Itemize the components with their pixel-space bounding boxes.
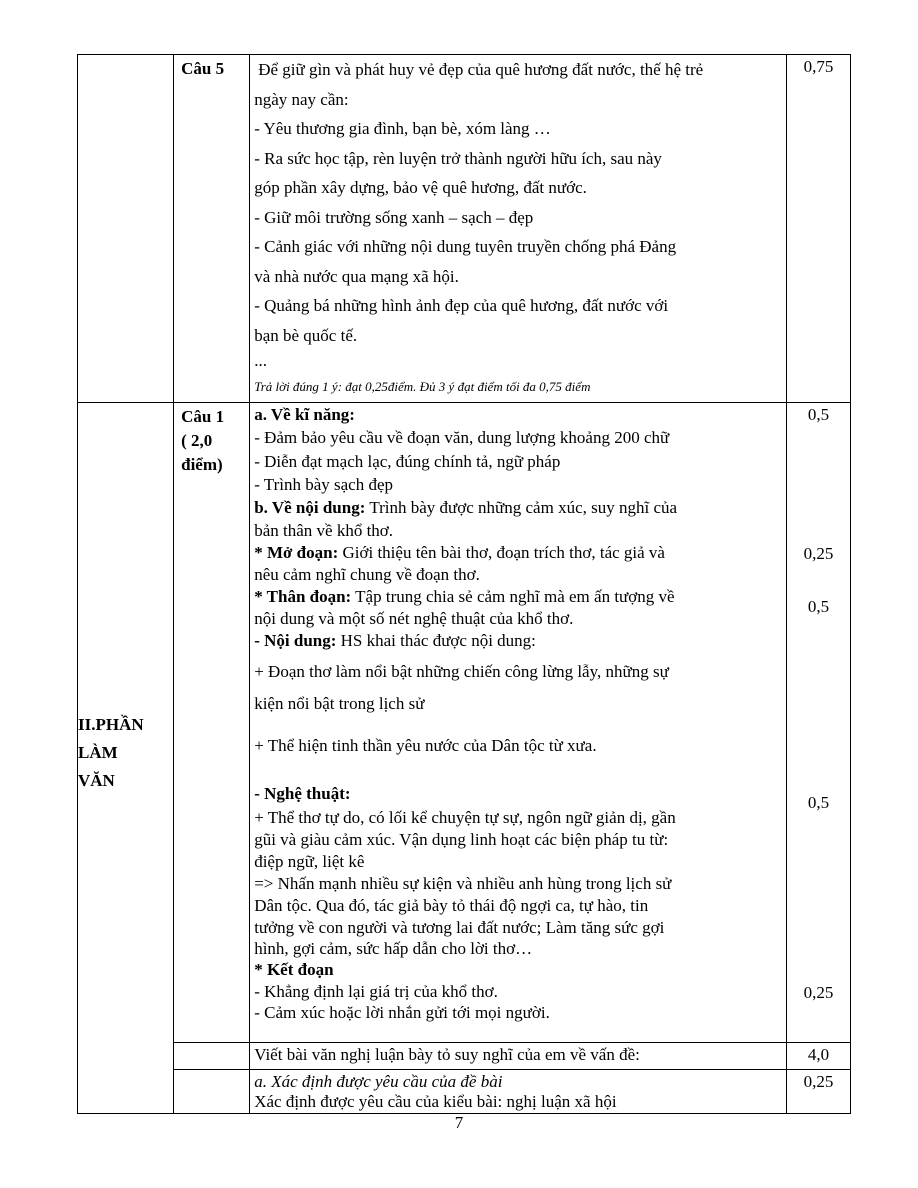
score-cell — [786, 1042, 850, 1069]
than-doan-text: Tập trung chia sẻ cảm nghĩ mà em ấn tượng về — [351, 586, 675, 606]
ket-doan-item: - Cảm xúc hoặc lời nhắn gửi tới mọi người. — [254, 1002, 550, 1022]
nt-line: Dân tộc. Qua đó, tác giả bày tỏ thái độ ngợi ca, tự hào, tin — [254, 895, 649, 915]
row-cau-1 — [78, 402, 851, 1042]
nd-item-1: + Đoạn thơ làm nổi bật những chiến công lừng lẫy, những sự — [254, 661, 669, 681]
cau2-a-content — [250, 1070, 786, 1112]
question-label-cell — [174, 55, 250, 403]
nd-text: HS khai thác được nội dung: — [336, 630, 536, 650]
cau5-content — [250, 55, 786, 402]
score-ky-nang: 0,5 — [807, 404, 830, 424]
score-mo-doan: 0,25 — [803, 543, 834, 563]
question-label-cell-empty — [174, 1069, 250, 1113]
score-cell — [786, 55, 850, 403]
cau5-line: - Giữ môi trường sống xanh – sạch – đẹp — [254, 207, 534, 227]
nd-item-1-cont: kiện nổi bật trong lịch sử — [254, 693, 425, 713]
noi-dung-text: Trình bày được những cảm xúc, suy nghĩ của — [365, 497, 678, 517]
cau1-label-line: Câu 1 — [181, 406, 225, 426]
row-cau-2-intro — [78, 1042, 851, 1069]
ket-doan-item: - Khẳng định lại giá trị của khổ thơ. — [254, 981, 498, 1001]
cau5-line: góp phần xây dựng, bảo vệ quê hương, đất nước. — [254, 178, 587, 197]
cau5-line: và nhà nước qua mạng xã hội. — [254, 266, 459, 286]
cau5-line: ... — [254, 351, 267, 370]
score-than-doan: 0,5 — [807, 596, 830, 616]
cau1-label-line: điểm) — [181, 454, 223, 474]
nt-line: điệp ngữ, liệt kê — [254, 851, 365, 871]
than-doan-text-2: nội dung và một số nét nghệ thuật của khổ thơ. — [254, 608, 574, 628]
cau1-content — [250, 403, 786, 1023]
mo-doan-text: Giới thiệu tên bài thơ, đoạn trích thơ, tác giả và — [338, 542, 665, 562]
answer-content-cell — [250, 402, 787, 1042]
question-label-cau-1 — [174, 403, 249, 477]
nd-title: - Nội dung: — [254, 630, 337, 650]
cau5-line: - Ra sức học tập, rèn luyện trở thành người hữu ích, sau này — [254, 148, 662, 168]
noi-dung-title: b. Về nội dung: — [254, 497, 366, 517]
nt-line: tưởng về con người và tương lai đất nước; Làm tăng sức gợi — [254, 917, 665, 937]
answer-content-cell — [250, 1069, 787, 1113]
score-cell — [786, 402, 850, 1042]
nt-line: => Nhấn mạnh nhiều sự kiện và nhiều anh hùng trong lịch sử — [254, 873, 672, 893]
cau5-line: - Cảnh giác với những nội dung tuyên truyền chống phá Đảng — [254, 237, 677, 256]
cau5-line: bạn bè quốc tế. — [254, 325, 358, 345]
cau5-line: - Yêu thương gia đình, bạn bè, xóm làng … — [254, 119, 551, 138]
nd-item-2: + Thể hiện tinh thần yêu nước của Dân tộc từ xưa. — [254, 735, 597, 755]
question-label-cell — [174, 402, 250, 1042]
row-cau-5 — [78, 55, 851, 403]
ky-nang-item: - Diễn đạt mạch lạc, đúng chính tả, ngữ pháp — [254, 451, 561, 471]
ket-doan-title: * Kết đoạn — [254, 959, 334, 979]
cau1-label-line: ( 2,0 — [181, 430, 213, 450]
ky-nang-item: - Đảm bảo yêu cầu về đoạn văn, dung lượng khoảng 200 chữ — [254, 427, 670, 447]
row-cau-2-a — [78, 1069, 851, 1113]
than-doan-title: * Thân đoạn: — [254, 586, 352, 606]
cau2-a-title: a. Xác định được yêu cầu của đề bài — [254, 1071, 503, 1091]
score-ket-doan: 0,25 — [803, 982, 834, 1002]
nt-title: - Nghệ thuật: — [254, 783, 351, 803]
ky-nang-item: - Trình bày sạch đẹp — [254, 474, 394, 494]
score-cau-2-a: 0,25 — [803, 1071, 834, 1091]
answer-key-table — [77, 54, 851, 1114]
score-cau-5: 0,75 — [803, 57, 834, 76]
cau2-a-text: Xác định được yêu cầu của kiểu bài: nghị luận xã hội — [254, 1091, 617, 1111]
mo-doan-title: * Mở đoạn: — [254, 542, 339, 562]
cau5-scoring-note: Trả lời đúng 1 ý: đạt 0,25điểm. Đủ 3 ý đạt điểm tối đa 0,75 điểm — [254, 379, 591, 394]
section-label-cell — [78, 402, 174, 1113]
score-nghe-thuat: 0,5 — [807, 792, 830, 812]
nt-line: gũi và giàu cảm xúc. Vận dụng linh hoạt các biện pháp tu từ: — [254, 829, 669, 849]
answer-content-cell — [250, 55, 787, 403]
ky-nang-title: a. Về kĩ năng: — [254, 404, 355, 424]
cau5-line: ngày nay cần: — [254, 89, 349, 109]
mo-doan-text-2: nêu cảm nghĩ chung về đoạn thơ. — [254, 564, 480, 584]
section-cell-empty — [78, 55, 174, 403]
cau5-line: Để giữ gìn và phát huy vẻ đẹp của quê hương đất nước, thế hệ trẻ — [258, 60, 704, 79]
cau2-intro-text: Viết bài văn nghị luận bày tỏ suy nghĩ của em về vấn đề: — [254, 1044, 640, 1064]
section-label: II.PHẦN LÀM VĂN — [78, 714, 144, 790]
question-label-cau-5: Câu 5 — [181, 59, 225, 78]
question-label-cell-empty — [174, 1042, 250, 1069]
nt-line: hình, gợi cảm, sức hấp dẫn cho lời thơ… — [254, 938, 533, 958]
page-number: 7 — [454, 1113, 464, 1132]
answer-content-cell — [250, 1042, 787, 1069]
noi-dung-text-2: bản thân về khổ thơ. — [254, 520, 394, 540]
nt-line: + Thể thơ tự do, có lối kể chuyện tự sự, ngôn ngữ giản dị, gần — [254, 807, 676, 827]
score-cell — [786, 1069, 850, 1113]
cau5-line: - Quảng bá những hình ảnh đẹp của quê hương, đất nước với — [254, 296, 669, 315]
score-cau-2: 4,0 — [807, 1044, 830, 1064]
